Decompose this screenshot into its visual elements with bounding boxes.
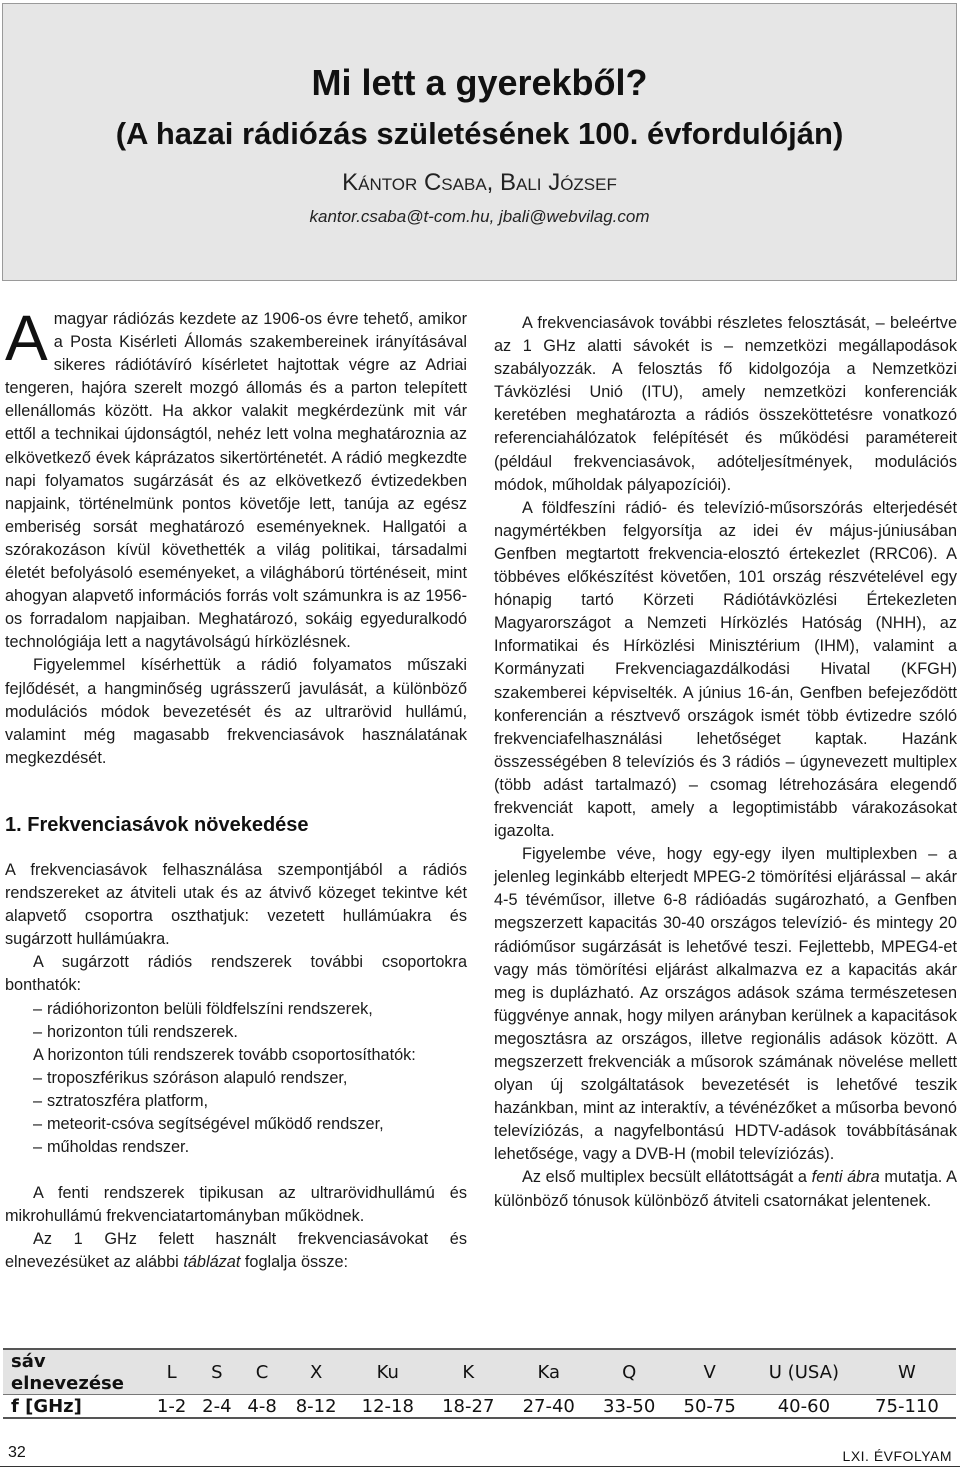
section-heading: 1. Frekvenciasávok növekedése — [5, 813, 309, 836]
band-cell: C — [239, 1349, 284, 1395]
paragraph-uhf-microwave: A fenti rendszerek tipikusan az ultrarövidhullámú és mikrohullámú frekvenciatartományban működnek. — [5, 1184, 467, 1226]
text-span: Az 1 GHz felett használt frekvenciasávokat és elnevezésüket az alábbi — [5, 1230, 467, 1272]
intro-paragraph — [5, 302, 467, 654]
article-authors: Kántor Csaba, Bali József — [342, 169, 617, 196]
article-title: Mi lett a gyerekből? — [311, 62, 648, 103]
paragraph-radiated-systems: A sugárzott rádiós rendszerek további csoportokra bonthatók: — [5, 953, 467, 995]
drop-cap: A — [5, 302, 48, 374]
page-number: 32 — [8, 1444, 26, 1461]
footer-rule — [0, 1466, 960, 1467]
freq-cell: 50-75 — [669, 1395, 749, 1419]
row-label-frequency: f [GHz] — [3, 1395, 149, 1419]
freq-cell: 75-110 — [858, 1395, 956, 1419]
list-item: – troposzférikus szóráson alapuló rendszer, — [5, 1067, 467, 1090]
freq-cell: 1-2 — [149, 1395, 194, 1419]
right-column — [494, 312, 957, 1213]
radiated-systems-list — [5, 998, 467, 1044]
intro-text: magyar rádiózás kezdete az 1906-os évre tehető, amikor a Posta Kisérleti Állomás szakembereinek irányításával sikeres rádiótávíró kísérletet hajtottak végre az Adriai tengeren, hajóra szerelt mozgó állomás és a parton telepített ellenállomás között. Ha akkor valakit megkérdezünk mit vár ettől a technikai újdonságtól, nehéz lett volna meghatároznia az elkövetkező évek káprázatos sikertörténetét. A rádió megkezdte napi folyamatos sugárzását és az elkövetkező évtizedekben napjaink, történelmünk pontos követője lett, tanúja az egész emberiség sorsát meghatározó eseményeknek. Hallgatói a szórakozáson kívül követhették a világ politikai, társadalmi életét befolyásoló eseményeket, a világháború történéseit, mint ahogyan alapvető információs forrás volt számunkra is az 1956-os forradalom napjaiban. Meghatározó, sokáig egyeduralkodó technológiája lett a nagytávolságú hírközlésnek. — [5, 310, 467, 652]
band-cell: W — [858, 1349, 956, 1395]
paragraph-rrc06: A földfeszíni rádió- és televízió-műsorszórás elterjedését nagymértékben felgyorsítja az idei év május-júniusában Genfben megtartott frekvencia-elosztó értekezlet (RRC06). A többéves előkészítést követően, 101 ország részvételével egy hónapig tartó Körzeti Rádiótávközlési Értekezleten Magyarországot a Nemzeti Hírközlés Hatóság (NHH), az Informatikai és Hírközlési Minisztérium (IHM), valamint a Kormányzati Frekvenciagazdálkodási Hivatal (KFGH) szakemberei képviselték. A június 16-án, Genfben befejeződött konferencián a résztvevő országok ismét több évtizedre szóló frekvenciafelhasználási lehetőséget kaptak. Hazánk összességében 8 televíziós és 3 rádiós – úgynevezett multiplex (több adást tartalmazó) – csomag létrehozására elegendő frekvenciát kapott, amely a legoptimistább várakozásokat igazolta. — [494, 498, 957, 841]
author-emails: kantor.csaba@t-com.hu, jbali@webvilag.com — [309, 207, 650, 226]
freq-cell: 40-60 — [750, 1395, 858, 1419]
row-label-name: elnevezése — [3, 1372, 149, 1395]
paragraph-multiplex: Figyelembe véve, hogy egy-egy ilyen multiplexben – a jelenleg leginkább elterjedt MPEG-2 tömörítési eljárással – akár 4-5 tévéműsor, illetve 6-8 rádióadás sugározható, a Genfben megszerzett kapacitás 30-40 országos televízió- és mintegy 20 rádióműsor sugárzását is lehetővé teszi. Fejlettebb, MPEG4-et vagy más tömörítési eljárást alkalmazva ez a kapacitás akár meg is duplázható. Az országos adások száma természetesen függvénye annak, hogy milyen arányban kerülnek a kapacitások megosztásra az országos, illetve regionális adások között. A megszerzett frekvenciák a műsorok számának növelése mellett olyan új szolgáltatások bevezetését is lehetővé teszik hazánkban, mint az interaktív, a tévénézőket a műsorba bevonó televíziózás, a nagyfelbontású HDTV-adások továbbításának lehetősége, vagy a DVB-H (mobil televíziózás). — [494, 845, 957, 1164]
band-cell: S — [194, 1349, 239, 1395]
table-row — [3, 1349, 956, 1372]
paragraph-first-multiplex — [494, 1166, 957, 1212]
freq-cell: 12-18 — [348, 1395, 428, 1419]
freq-cell: 4-8 — [239, 1395, 284, 1419]
freq-cell: 2-4 — [194, 1395, 239, 1419]
freq-cell: 33-50 — [589, 1395, 669, 1419]
over-horizon-list — [5, 1067, 467, 1159]
article-subtitle: (A hazai rádiózás születésének 100. évfordulóján) — [115, 116, 844, 151]
list-item: – meteorit-csóva segítségével működő rendszer, — [5, 1113, 467, 1136]
text-span: foglalja össze: — [240, 1253, 349, 1272]
band-cell: X — [285, 1349, 348, 1395]
list-item: – műholdas rendszer. — [5, 1136, 467, 1159]
emphasis-text: fenti ábra — [811, 1168, 880, 1187]
title-block — [2, 3, 957, 281]
paragraph-frequency-usage: A frekvenciasávok felhasználása szempontjából a rádiós rendszereket az átviteli utak és az átvivő közeget tekintve két alapvető csoportra oszthatjuk: vezetett hullámúakra és sugárzott hullámúakra. — [5, 860, 467, 949]
list-item: – rádióhorizonton belüli földfelszíni rendszerek, — [5, 998, 467, 1021]
row-label-band: sáv — [3, 1349, 149, 1372]
band-cell: Ka — [508, 1349, 588, 1395]
list-item: – horizonton túli rendszerek. — [5, 1021, 467, 1044]
paragraph-over-horizon: A horizonton túli rendszerek tovább csoportosíthatók: — [33, 1045, 416, 1064]
paragraph-table-reference — [5, 1228, 467, 1274]
text-span: mutatja. A különböző tónusok különböző átviteli csatornákat jelentenek. — [494, 1168, 957, 1210]
band-cell: Q — [589, 1349, 669, 1395]
band-cell: K — [428, 1349, 508, 1395]
band-cell: U (USA) — [750, 1349, 858, 1395]
frequency-band-table — [3, 1348, 956, 1419]
band-cell: Ku — [348, 1349, 428, 1395]
freq-cell: 27-40 — [508, 1395, 588, 1419]
paragraph-development: Figyelemmel kísérhettük a rádió folyamatos műszaki fejlődését, a hangminőség ugrásszerű javulását, a különböző modulációs módok bevezetését és az ultrarövid hullámú, valamint még magasabb frekvenciasávok használatának megkezdését. — [5, 656, 467, 767]
text-span: Az első multiplex becsült ellátottságát a — [522, 1168, 812, 1187]
table-row — [3, 1395, 956, 1419]
left-column — [5, 302, 467, 1275]
freq-cell: 18-27 — [428, 1395, 508, 1419]
emphasis-text: táblázat — [183, 1253, 241, 1272]
list-item: – sztratoszféra platform, — [5, 1090, 467, 1113]
volume-label: LXI. ÉVFOLYAM — [842, 1448, 952, 1464]
freq-cell: 8-12 — [285, 1395, 348, 1419]
band-cell: L — [149, 1349, 194, 1395]
paragraph-itu: A frekvenciasávok további részletes felosztását, – beleértve az 1 GHz alatti sávokét is – nemzetközi megállapodások szabályozzák. A felosztás fő kidolgozója a Nemzetközi Távközlési Unió (ITU), amely nemzetközi konferenciák keretében meghatározta a rádiós összeköttetésre vonatkozó referenciahálózatok felépítését és működési paramétereit (például frekvenciasávok, adóteljesítmények, modulációs módok, műholdak pályapozíciói). — [494, 314, 957, 494]
band-cell: V — [669, 1349, 749, 1395]
